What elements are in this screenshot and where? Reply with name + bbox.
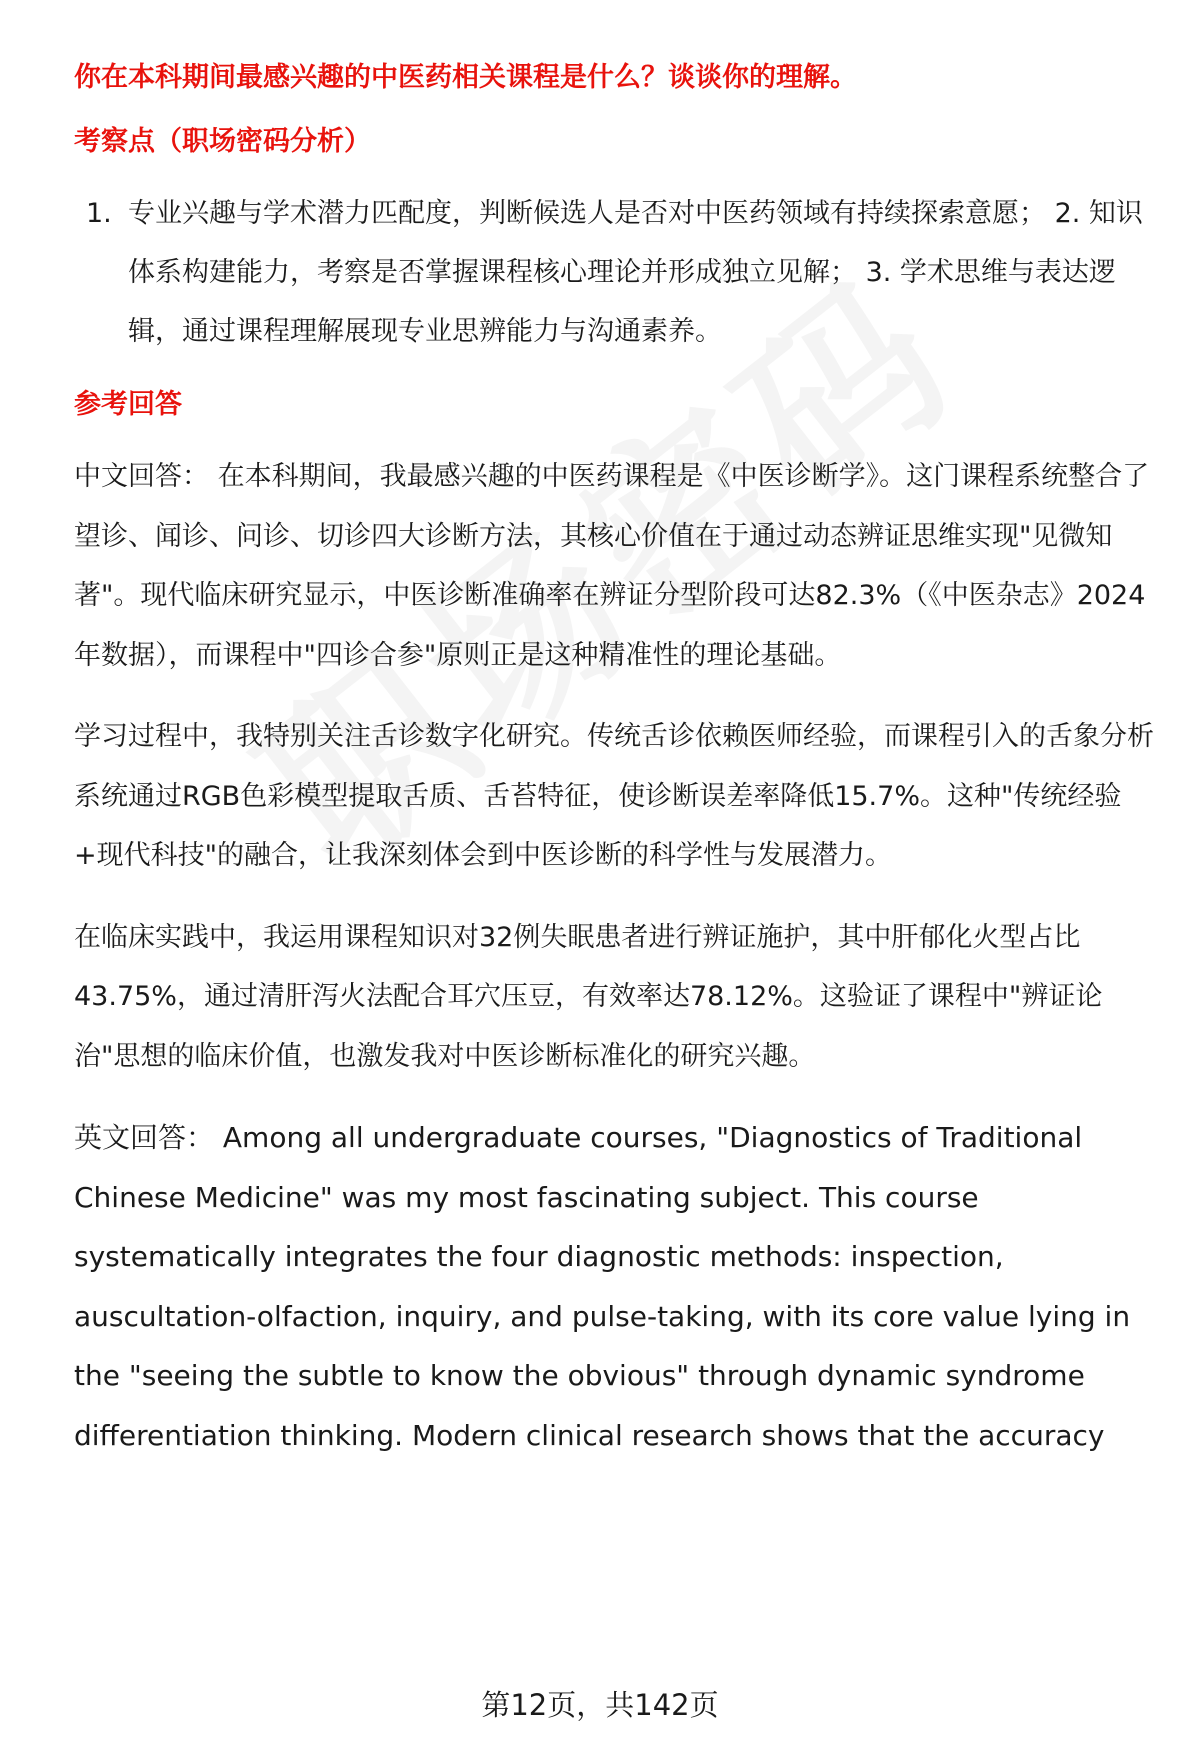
focus-text: 专业兴趣与学术潜力匹配度，判断候选人是否对中医药领域有持续探索意愿； 2. 知识体系构建能力，考察是否掌握课程核心理论并形成独立见解； 3. 学术思维与表达逻辑，通过课程理解展现专业思辨能力与沟通素养。 bbox=[128, 198, 1143, 347]
answer-paragraph-1: 中文回答： 在本科期间，我最感兴趣的中医药课程是《中医诊断学》。这门课程系统整合了望诊、闻诊、问诊、切诊四大诊断方法，其核心价值在于通过动态辨证思维实现"见微知著"。现代临床研究显示，中医诊断准确率在辨证分型阶段可达82.3%（《中医杂志》2024年数据），而课程中"四诊合参"原则正是这种精准性的理论基础。 bbox=[74, 461, 1150, 671]
reference-section-title: 参考回答 bbox=[74, 389, 182, 420]
focus-points bbox=[86, 184, 1164, 361]
focus-number: 1. bbox=[86, 198, 112, 229]
answer-paragraph-2: 学习过程中，我特别关注舌诊数字化研究。传统舌诊依赖医师经验，而课程引入的舌象分析系统通过RGB色彩模型提取舌质、舌苔特征，使诊断误差率降低15.7%。这种"传统经验+现代科技"的融合，让我深刻体会到中医诊断的科学性与发展潜力。 bbox=[74, 721, 1154, 871]
question-title: 你在本科期间最感兴趣的中医药相关课程是什么？谈谈你的理解。 bbox=[74, 62, 857, 93]
answer-paragraph-3: 在临床实践中，我运用课程知识对32例失眠患者进行辨证施护，其中肝郁化火型占比43.75%，通过清肝泻火法配合耳穴压豆，有效率达78.12%。这验证了课程中"辨证论治"思想的临床价值，也激发我对中医诊断标准化的研究兴趣。 bbox=[74, 921, 1103, 1072]
page-footer: 第12页，共142页 bbox=[481, 1688, 719, 1722]
document-page bbox=[74, 58, 1164, 1465]
answer-english: 英文回答： Among all undergraduate courses, "Diagnostics of Traditional Chinese Medicine" was my most fascinating subject. This course systematically integrates the four diagnostic methods: inspection, auscultation-olfaction, inquiry, and pulse-taking, with its core value lying in the "seeing the subtle to know the obvious" through dynamic syndrome differentiation thinking. Modern clinical research shows that the accuracy bbox=[74, 1121, 1131, 1452]
focus-section-title: 考察点（职场密码分析） bbox=[74, 126, 371, 157]
